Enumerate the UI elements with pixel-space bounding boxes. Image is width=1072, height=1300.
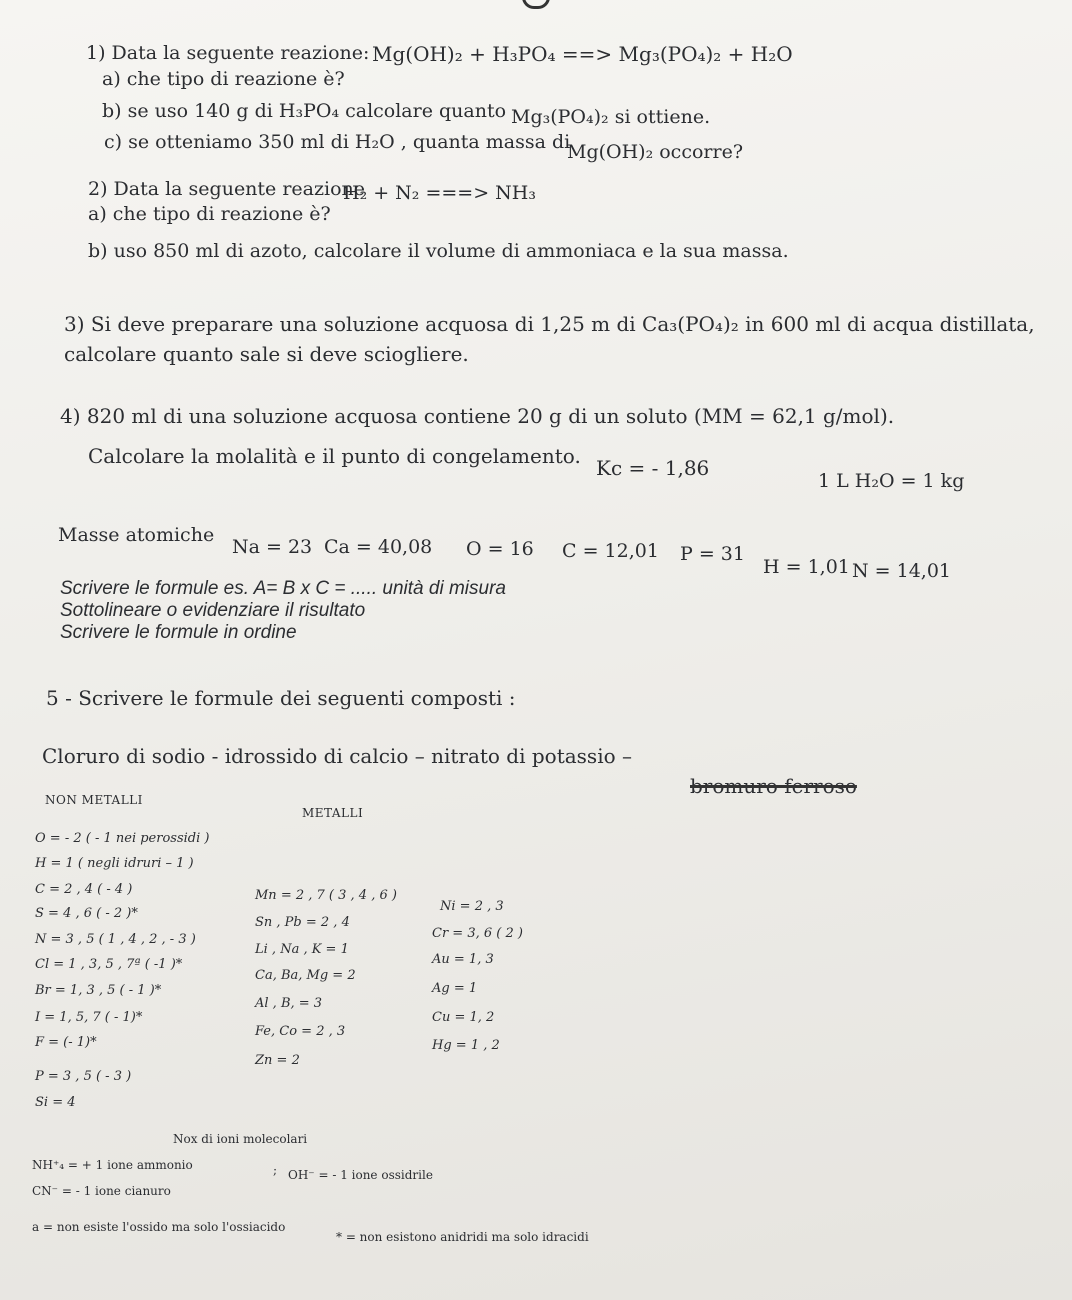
metal-row: Li , Na , K = 1 (255, 942, 349, 957)
note-a: a = non esiste l'ossido ma solo l'ossiacido (32, 1220, 286, 1234)
q2-title: 2) Data la seguente reazione (88, 178, 366, 200)
ion-ammonium: NH⁺₄ = + 1 ione ammonio (32, 1158, 193, 1172)
q4-line2: Calcolare la molalità e il punto di congelamento. (88, 444, 581, 468)
metals-header: METALLI (302, 806, 364, 820)
mass-o: O = 16 (466, 538, 534, 560)
mass-n: N = 14,01 (852, 560, 952, 582)
mass-na: Na = 23 (232, 536, 313, 558)
nonmetals-header: NON METALLI (45, 793, 143, 807)
metal-row: Ni = 2 , 3 (440, 899, 504, 914)
q2-reaction: H₂ + N₂ ===> NH₃ (343, 182, 536, 204)
q1-title: 1) Data la seguente reazione: (86, 42, 370, 64)
instruction-order: Scrivere le formule in ordine (60, 622, 297, 643)
q1-a: a) che tipo di reazione è? (102, 68, 345, 90)
q1-b: b) se uso 140 g di H₃PO₄ calcolare quanto (102, 100, 507, 122)
q1-reaction: Mg(OH)₂ + H₃PO₄ ==> Mg₃(PO₄)₂ + H₂O (372, 42, 793, 66)
q5-compounds: Cloruro di sodio - idrossido di calcio – nitrato di potassio – (42, 744, 632, 768)
page-corner-mark (522, 0, 550, 9)
mass-ca: Ca = 40,08 (324, 536, 433, 558)
q4-line1: 4) 820 ml di una soluzione acquosa contiene 20 g di un soluto (MM = 62,1 g/mol). (60, 404, 895, 428)
mass-p: P = 31 (680, 543, 745, 565)
nonmetal-row: Br = 1, 3 , 5 ( - 1 )* (35, 983, 162, 998)
instruction-underline: Sottolineare o evidenziare il risultato (60, 600, 366, 621)
metal-row: Zn = 2 (255, 1053, 300, 1068)
nonmetal-row: P = 3 , 5 ( - 3 ) (35, 1069, 132, 1084)
q2-b: b) uso 850 ml di azoto, calcolare il volume di ammoniaca e la sua massa. (88, 240, 789, 262)
metal-row: Cr = 3, 6 ( 2 ) (432, 926, 523, 941)
nonmetal-row: C = 2 , 4 ( - 4 ) (35, 882, 133, 897)
nonmetal-row: Si = 4 (35, 1095, 76, 1110)
metal-row: Fe, Co = 2 , 3 (255, 1024, 346, 1039)
q1-b-formula: Mg₃(PO₄)₂ si ottiene. (511, 106, 711, 128)
metal-row: Sn , Pb = 2 , 4 (255, 915, 350, 930)
metal-row: Cu = 1, 2 (432, 1010, 495, 1025)
q4-water: 1 L H₂O = 1 kg (818, 470, 965, 492)
masses-label: Masse atomiche (58, 524, 215, 546)
q1-c: c) se otteniamo 350 ml di H₂O , quanta massa di (104, 131, 571, 153)
q1-c-formula: Mg(OH)₂ occorre? (567, 141, 744, 163)
instruction-formula: Scrivere le formule es. A= B x C = ..... unità di misura (60, 578, 506, 599)
metal-row: Au = 1, 3 (432, 952, 494, 967)
metal-row: Hg = 1 , 2 (432, 1038, 500, 1053)
metal-row: Ca, Ba, Mg = 2 (255, 968, 356, 983)
ion-cyanide: CN⁻ = - 1 ione cianuro (32, 1184, 171, 1198)
nonmetal-row: Cl = 1 , 3, 5 , 7ª ( -1 )* (35, 957, 183, 972)
q4-kc: Kc = - 1,86 (596, 456, 710, 480)
nonmetal-row: I = 1, 5, 7 ( - 1)* (35, 1010, 143, 1025)
mass-h: H = 1,01 (763, 556, 850, 578)
q3-line2: calcolare quanto sale si deve sciogliere. (64, 342, 469, 366)
mass-c: C = 12,01 (562, 540, 659, 562)
q3-line1: 3) Si deve preparare una soluzione acquosa di 1,25 m di Ca₃(PO₄)₂ in 600 ml di acqua distillata, (64, 312, 1035, 336)
nonmetal-row: O = - 2 ( - 1 nei perossidi ) (35, 831, 210, 846)
note-star: * = non esistono anidridi ma solo idracidi (336, 1230, 589, 1244)
q2-a: a) che tipo di reazione è? (88, 203, 331, 225)
ion-separator: ; (273, 1163, 278, 1177)
ions-title: Nox di ioni molecolari (173, 1132, 308, 1146)
metal-row: Mn = 2 , 7 ( 3 , 4 , 6 ) (255, 888, 397, 903)
q5-title: 5 - Scrivere le formule dei seguenti composti : (46, 686, 516, 710)
nonmetal-row: H = 1 ( negli idruri – 1 ) (35, 856, 194, 871)
nonmetal-row: S = 4 , 6 ( - 2 )* (35, 906, 138, 921)
ion-hydroxide: OH⁻ = - 1 ione ossidrile (288, 1168, 433, 1182)
nonmetal-row: N = 3 , 5 ( 1 , 4 , 2 , - 3 ) (35, 932, 196, 947)
metal-row: Ag = 1 (432, 981, 478, 996)
metal-row: Al , B, = 3 (255, 996, 323, 1011)
q5-struck-compound: bromuro ferroso (690, 774, 857, 798)
nonmetal-row: F = (- 1)* (35, 1035, 97, 1050)
